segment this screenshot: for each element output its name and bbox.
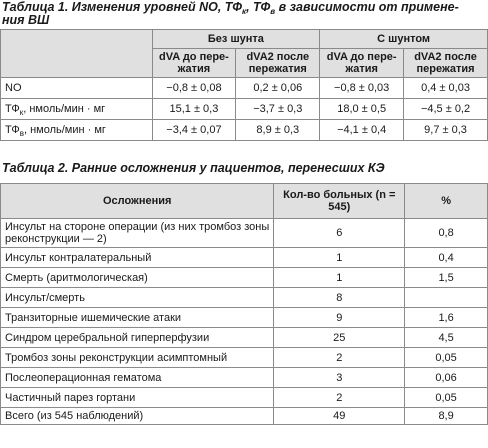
table-cell: 0,2 ± 0,06	[236, 78, 320, 99]
table-row	[1, 268, 488, 288]
patient-count: 2	[274, 388, 405, 408]
complication-name: Всего (из 545 наблюдений)	[1, 408, 274, 425]
table-row	[1, 388, 488, 408]
table1-column-header: dVA2 после пережатия	[404, 49, 488, 78]
table-cell: −4,1 ± 0,4	[320, 120, 404, 141]
table-cell: −0,8 ± 0,08	[152, 78, 236, 99]
table-row	[1, 348, 488, 368]
percent-value: 8,9	[405, 408, 488, 425]
table1-corner-cell	[1, 30, 153, 78]
table-cell: 18,0 ± 0,5	[320, 99, 404, 120]
complication-name: Синдром церебральной гиперперфузии	[1, 328, 274, 348]
table-row	[1, 328, 488, 348]
patient-count: 3	[274, 368, 405, 388]
table1-column-header: dVA до пере-жатия	[152, 49, 236, 78]
complication-name: Инсульт/смерть	[1, 288, 274, 308]
table-row	[1, 368, 488, 388]
percent-value: 0,05	[405, 388, 488, 408]
table-cell: 0,4 ± 0,03	[404, 78, 488, 99]
table-row	[1, 120, 488, 141]
table-row	[1, 308, 488, 328]
percent-value: 1,6	[405, 308, 488, 328]
complication-name: Тромбоз зоны реконструкции асимптомный	[1, 348, 274, 368]
percent-value: 1,5	[405, 268, 488, 288]
table2-column-header: Кол-во больных (n = 545)	[274, 184, 405, 219]
patient-count: 9	[274, 308, 405, 328]
table2-column-header: Осложнения	[1, 184, 274, 219]
table1-group-header-row	[1, 30, 488, 49]
table-cell: 9,7 ± 0,3	[404, 120, 488, 141]
table1-group-header: С шунтом	[320, 30, 488, 49]
table2-column-header: %	[405, 184, 488, 219]
table2-caption: Таблица 2. Ранние осложнения у пациентов, перенесших КЭ	[2, 161, 385, 175]
patient-count: 2	[274, 348, 405, 368]
table1	[0, 29, 488, 141]
table1-column-header: dVA2 после пережатия	[236, 49, 320, 78]
complication-name: Частичный парез гортани	[1, 388, 274, 408]
patient-count: 8	[274, 288, 405, 308]
table-row	[1, 219, 488, 248]
row-label: $ТФ_к$, нмоль/мин · мг	[1, 99, 153, 120]
patient-count: 1	[274, 268, 405, 288]
patient-count: 1	[274, 248, 405, 268]
table2	[0, 183, 488, 425]
row-label: $ТФ_в$, нмоль/мин · мг	[1, 120, 153, 141]
table-row	[1, 78, 488, 99]
table-row	[1, 408, 488, 425]
table-cell: −0,8 ± 0,03	[320, 78, 404, 99]
complication-name: Послеоперационная гематома	[1, 368, 274, 388]
table-cell: −4,5 ± 0,2	[404, 99, 488, 120]
table-row	[1, 248, 488, 268]
patient-count: 25	[274, 328, 405, 348]
complication-name: Транзиторные ишемические атаки	[1, 308, 274, 328]
row-label: NO	[1, 78, 153, 99]
complication-name: Инсульт контралатеральный	[1, 248, 274, 268]
table1-group-header: Без шунта	[152, 30, 320, 49]
percent-value: 0,06	[405, 368, 488, 388]
percent-value: 4,5	[405, 328, 488, 348]
percent-value: 0,05	[405, 348, 488, 368]
table-row	[1, 99, 488, 120]
table-cell: 15,1 ± 0,3	[152, 99, 236, 120]
table1-column-header: dVA до пере-жатия	[320, 49, 404, 78]
table1-caption: Таблица 1. Изменения уровней NO, $ТФ_к$, $ТФ_в$ в зависимости от примене-ния ВШ	[2, 0, 459, 27]
percent-value: 0,4	[405, 248, 488, 268]
complication-name: Инсульт на стороне операции (из них тромбоз зоны реконструкции — 2)	[1, 219, 274, 248]
table-row	[1, 288, 488, 308]
percent-value	[405, 288, 488, 308]
table-cell: −3,7 ± 0,3	[236, 99, 320, 120]
patient-count: 49	[274, 408, 405, 425]
table-cell: 8,9 ± 0,3	[236, 120, 320, 141]
table2-header-row	[1, 184, 488, 219]
table-cell: −3,4 ± 0,07	[152, 120, 236, 141]
patient-count: 6	[274, 219, 405, 248]
complication-name: Смерть (аритмологическая)	[1, 268, 274, 288]
percent-value: 0,8	[405, 219, 488, 248]
